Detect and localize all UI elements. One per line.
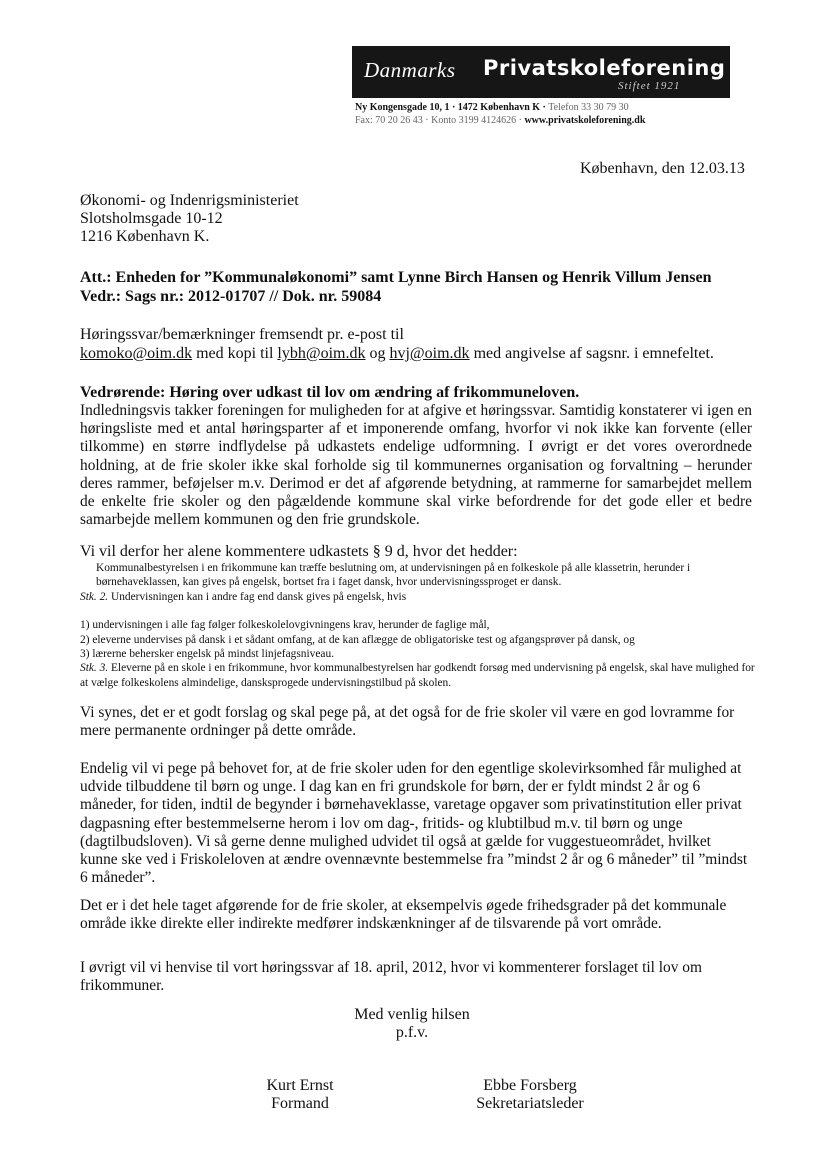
quote-item-2: 2) eleverne undervises på dansk i et sådant omfang, at de kan aflægge de obligatoriske test og afgangsprøver på dansk, og — [80, 633, 635, 646]
email-link-lybh[interactable]: lybh@oim.dk — [277, 345, 366, 362]
quote-stk3-label: Stk. 3. — [80, 662, 109, 675]
quote-stk2-text: Undervisningen kan i andre fag end dansk gives på engelsk, hvis — [108, 590, 407, 603]
signatory-chairman — [230, 1077, 370, 1113]
recipient-line: Økonomi- og Indenrigsministeriet — [80, 192, 299, 209]
letterhead-fax-account: Fax: 70 20 26 43 · Konto 3199 4124626 · — [355, 115, 522, 126]
quote-stk3-text: Eleverne på en skole i en frikommune, hvor kommunalbestyrelsen har godkendt forsøg med undervisning på engelsk, skal have mulighed for at vælge folkeskolens almindelige, dansksprogede undervisningstilbud på skolen. — [80, 662, 755, 689]
recipient-line: Slotsholmsgade 10-12 — [80, 210, 223, 227]
reference-paragraph: I øvrigt vil vi henvise til vort høringssvar af 18. april, 2012, hvor vi kommenterer forslaget til lov om frikommuner. — [80, 959, 702, 995]
proposal-paragraph: Vi synes, det er et godt forslag og skal pege på, at det også for de frie skoler vil være en god lovramme for mere permanente ordninger på dette område. — [80, 704, 735, 740]
ref-line: Vedr.: Sags nr.: 2012-01707 // Dok. nr. 59084 — [80, 288, 382, 305]
quoted-law-text — [80, 561, 756, 690]
email-link-komoko[interactable]: komoko@oim.dk — [80, 345, 193, 362]
letterhead-name-italic: Danmarks — [364, 58, 456, 82]
submission-text: med angivelse af sagsnr. i emnefeltet. — [469, 345, 714, 362]
quote-paragraph-1: Kommunalbestyrelsen i en frikommune kan træffe beslutning om, at undervisningen på en folkeskole på alle klassetrin, herunder i børnehaveklassen, kan gives på engelsk, bortset fra i faget dansk, hvor undervisningssproget er dansk. — [96, 562, 691, 589]
date-line: København, den 12.03.13 — [580, 160, 745, 177]
closing-block — [330, 1006, 494, 1042]
signatory-title: Sekretariatsleder — [476, 1095, 584, 1112]
extension-paragraph: Endelig vil vi pege på behovet for, at de frie skoler uden for den egentlige skolevirksomhed får mulighed at udvide tilbuddene til børn og unge. I dag kan en fri grundskole for børn, der er fyldt mindst 2 år og 6 måneder, for tiden, indtil de begynder i børnehaveklasse, varetage opgaver som privatinstitution eller privat dagpasning efter bestemmelserne herom i lov om dag-, fritids- og klubtilbud m.v. til børn og unge (dagtilbudsloven). Vi så gerne denne mulighed udvidet til også at gælde for vuggestueområdet, hvilket kunne ske ved i Friskoleloven at ændre ovennævnte bestemmelse fra ”mindst 2 år og 6 måneder” til ”mindst 6 måneder”. — [80, 760, 748, 887]
signatory-name: Kurt Ernst — [266, 1077, 334, 1094]
submission-text: og — [365, 345, 390, 362]
signatory-name: Ebbe Forsberg — [483, 1077, 577, 1094]
letterhead-address-line-1 — [355, 102, 629, 113]
freedom-paragraph: Det er i det hele taget afgørende for de frie skoler, at eksempelvis øgede frihedsgrader på det kommunale område ikke direkte eller indirekte medfører indskænkninger af de tilsvarende på vort område. — [80, 897, 727, 933]
quote-stk2 — [80, 590, 756, 604]
intro-paragraph: Indledningsvis takker foreningen for muligheden for at afgive et høringssvar. Samtidig konstaterer vi igen en høringsliste med et antal høringsparter af et imponerende omfang, hvorfor vi nok ikke kan forvente (eller tilkomme) en større indflydelse på udkastets endelige udformning. I øvrigt er det vores overordnede holdning, at de frie skoler ikke skal forholde sig til kommunernes organisation og forvaltning – herunder deres rammer, beføjelser m.v. Derimod er det af afgørende betydning, at rammerne for samarbejdet mellem de enkelte frie skoler og den pågældende kommune skal virke befordrende for det gode eller et bedre samarbejde mellem kommunen og den frie grundskole. — [80, 402, 752, 529]
recipient-block — [80, 192, 299, 246]
closing-pfv: p.f.v. — [395, 1024, 429, 1041]
letterhead-banner — [352, 46, 730, 98]
quote-item-1: 1) undervisningen i alle fag følger folkeskolelovgivningens krav, herunder de faglige mål, — [80, 619, 490, 632]
closing-greeting: Med venlig hilsen — [354, 1006, 470, 1023]
submission-line-2 — [80, 345, 714, 363]
letterhead-name-bold: Privatskoleforening — [483, 56, 726, 80]
quote-stk3 — [80, 661, 756, 690]
quote-item-3: 3) lærerne behersker engelsk på mindst linjefagsniveau. — [80, 648, 334, 661]
recipient-line: 1216 København K. — [80, 228, 210, 245]
submission-text: med kopi til — [192, 345, 278, 362]
letterhead-phone: Telefon 33 30 79 30 — [548, 102, 629, 113]
letterhead-address: Ny Kongensgade 10, 1 · 1472 København K · — [355, 102, 546, 113]
signatory-title: Formand — [271, 1095, 329, 1112]
subject-heading: Vedrørende: Høring over udkast til lov om ændring af frikommuneloven. — [80, 384, 580, 401]
letterhead-website: www.privatskoleforening.dk — [524, 115, 646, 126]
letterhead-address-line-2 — [355, 115, 645, 126]
quote-stk2-label: Stk. 2. — [80, 590, 109, 603]
att-line: Att.: Enheden for ”Kommunaløkonomi” samt Lynne Birch Hansen og Henrik Villum Jensen — [80, 269, 712, 286]
submission-line-1: Høringssvar/bemærkninger fremsendt pr. e-post til — [80, 326, 404, 343]
letterhead-established: Stiftet 1921 — [618, 80, 681, 92]
comment-lead: Vi vil derfor her alene kommentere udkastets § 9 d, hvor det hedder: — [80, 543, 518, 560]
signatory-secretary — [460, 1077, 600, 1113]
email-link-hvj[interactable]: hvj@oim.dk — [389, 345, 470, 362]
